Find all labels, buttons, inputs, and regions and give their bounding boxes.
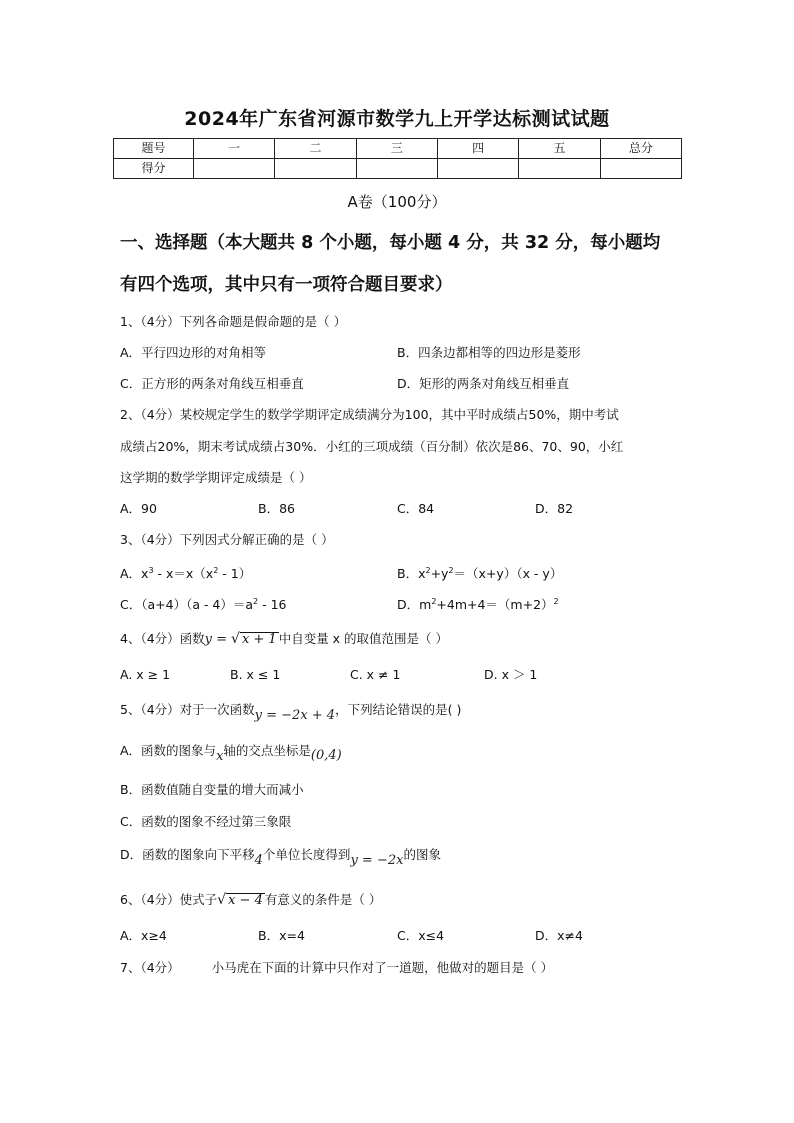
q5-option-d: D．函数的图象向下平移4个单位长度得到y = −2x的图象 [120, 847, 441, 868]
q2-option-b: B．86 [258, 501, 295, 516]
q4-radicand: x + 1 [241, 632, 277, 647]
q1-option-c: C．正方形的两条对角线互相垂直 [120, 376, 304, 391]
score-table-cell: 总分 [600, 139, 681, 159]
q2-option-a: A．90 [120, 501, 157, 516]
score-table-score-row [114, 159, 682, 179]
q6-option-c: C．x≤4 [397, 928, 445, 943]
q3-option-b: B．$x^2+y^2=(x+y)(x - y)$ [397, 566, 563, 582]
q6-radicand: x − 4 [228, 893, 263, 908]
q5-formula: y = −2x + 4 [254, 708, 336, 723]
q7-stem: 7、（4分） 小马虎在下面的计算中只作对了一道题，他做对的题目是（ ） [120, 960, 554, 975]
q5-option-c: C．函数的图象不经过第三象限 [120, 814, 292, 829]
q2-option-c: C．84 [397, 501, 435, 516]
q6-stem: 6、（4分）使式子√ x − 4 有意义的条件是（ ） [120, 892, 382, 908]
score-input-cell [275, 159, 356, 179]
q1-stem: 1、（4分）下列各命题是假命题的是（ ） [120, 314, 347, 329]
score-input-cell [437, 159, 518, 179]
score-table-cell: 二 [275, 139, 356, 159]
q5-option-b: B．函数值随自变量的增大而减小 [120, 782, 304, 797]
q4-stem: 4、（4分）函数y = √ x + 1 中自变量 x 的取值范围是（ ） [120, 631, 449, 647]
score-table-cell: 题号 [114, 139, 194, 159]
score-table-cell: 三 [356, 139, 437, 159]
score-input-cell [194, 159, 275, 179]
q5-stem: 5、（4分）对于一次函数y = −2x + 4，下列结论错误的是( ) [120, 702, 462, 723]
page-title: 2024年广东省河源市数学九上开学达标测试试题 [184, 108, 610, 130]
q4-formula: y = [204, 632, 228, 647]
score-input-cell [519, 159, 600, 179]
q4-option-d: D. x ＞ 1 [484, 667, 538, 682]
score-table-row-label: 得分 [114, 159, 194, 179]
q2-stem-line3: 这学期的数学学期评定成绩是（ ） [120, 470, 312, 485]
q5-option-a: A．函数的图象与x轴的交点坐标是(0,4) [120, 743, 342, 764]
score-table-header-row [114, 139, 682, 159]
q1-option-b: B．四条边都相等的四边形是菱形 [397, 345, 581, 360]
q4-option-b: B. x ≤ 1 [230, 667, 281, 682]
section-label: A卷（100分） [347, 193, 447, 211]
q6-option-a: A．x≥4 [120, 928, 167, 943]
score-table-cell: 四 [437, 139, 518, 159]
q3-option-c: C．$(a+4)(a - 4)=a^2 - 16$ [120, 597, 287, 613]
q2-stem-line1: 2、（4分）某校规定学生的数学学期评定成绩满分为100，其中平时成绩占50%，期中考试 [120, 407, 619, 422]
part1-heading-line1: 一、选择题（本大题共 8 个小题，每小题 4 分，共 32 分，每小题均 [120, 233, 661, 253]
q1-option-d: D．矩形的两条对角线互相垂直 [397, 376, 570, 391]
q4-option-a: A. x ≥ 1 [120, 667, 171, 682]
q2-stem-line2: 成绩占20%，期末考试成绩占30%．小红的三项成绩（百分制）依次是86、70、90，小红 [120, 439, 624, 454]
part1-heading-line2: 有四个选项，其中只有一项符合题目要求） [120, 275, 453, 295]
q4-option-c: C. x ≠ 1 [350, 667, 401, 682]
q3-option-a: A．$x^3 - x=x(x^2 - 1)$ [120, 566, 252, 582]
q6-option-d: D．x≠4 [535, 928, 583, 943]
q6-option-b: B．x=4 [258, 928, 305, 943]
q3-stem: 3、（4分）下列因式分解正确的是（ ） [120, 532, 334, 547]
q2-option-d: D．82 [535, 501, 574, 516]
score-input-cell [600, 159, 681, 179]
score-table-cell: 五 [519, 139, 600, 159]
q3-option-d: D．$m^2+4m+4=(m+2)^2$ [397, 597, 559, 613]
q1-option-a: A．平行四边形的对角相等 [120, 345, 267, 360]
score-table [113, 138, 682, 179]
score-table-cell: 一 [194, 139, 275, 159]
score-input-cell [356, 159, 437, 179]
